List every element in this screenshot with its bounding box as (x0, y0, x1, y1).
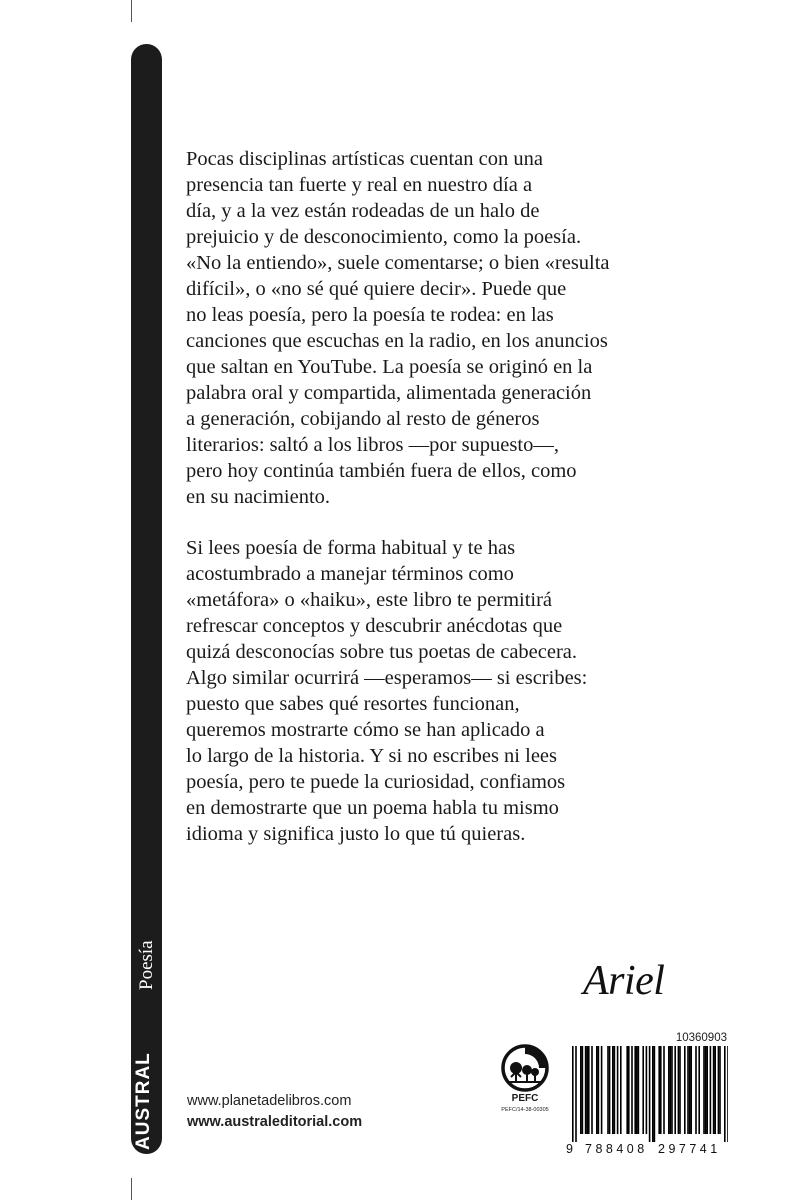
blurb-paragraph-1: Pocas disciplinas artísticas cuentan con una presencia tan fuerte y real en nuestro día a día, y a la vez están rodeadas de un halo de prejuicio y de desconocimiento, como la poesía. «No la entiendo», suele comentarse; o bien «resulta difícil», o «no sé qué quiere decir». Puede que no leas poesía, pero la poesía te rodea: en las canciones que escuchas en la radio, en los anuncios que saltan en YouTube. La poesía se originó en la palabra oral y compartida, alimentada generación a generación, cobijando al resto de géneros literarios: saltó a los libros —por supuesto—, pero hoy continúa también fuera de ellos, como en su nacimiento. (186, 148, 610, 508)
spine-collection-label: Poesía (136, 940, 157, 990)
barcode-bar (626, 1046, 628, 1134)
barcode-bar (636, 1046, 638, 1134)
back-cover-blurb (186, 146, 746, 847)
website-link-planeta[interactable]: www.planetadelibros.com (187, 1093, 352, 1109)
barcode-bar (614, 1046, 616, 1134)
isbn-barcode (566, 1046, 728, 1142)
barcode-bar (631, 1046, 633, 1134)
barcode-bar (658, 1046, 660, 1134)
barcode-bar (714, 1046, 716, 1134)
pefc-code: PEFC/14-38-00305 (501, 1107, 549, 1113)
barcode-bar (713, 1046, 715, 1134)
barcode-bar (620, 1046, 622, 1134)
barcode-bar (588, 1046, 590, 1134)
website-link-austral[interactable]: www.australeditorial.com (187, 1114, 363, 1130)
crop-mark-top (131, 0, 132, 22)
barcode-bar (678, 1046, 680, 1134)
barcode-bar (719, 1046, 721, 1134)
barcode-bar (598, 1046, 600, 1134)
barcode-bar (663, 1046, 665, 1134)
barcode-bar (582, 1046, 584, 1134)
barcode-bar (695, 1046, 697, 1134)
blurb-paragraph-2: Si lees poesía de forma habitual y te has acostumbrado a manejar términos como «metáfora» o «haiku», este libro te permitirá refrescar conceptos y descubrir anécdotas que quizá desconocías sobre tus poetas de cabecera. Algo similar ocurrirá —esperamos— si escribes: puesto que sabes qué resortes funcionan, queremos mostrarte cómo se han aplicado a lo largo de la historia. Y si no escribes ni lees poesía, pero te puede la curiosidad, confiamos en demostrarte que un poema habla tu mismo idioma y significa justo lo que tú quieras. (186, 537, 588, 845)
barcode-bar (572, 1046, 574, 1142)
barcode-bar (668, 1046, 670, 1134)
barcode-bar (710, 1046, 712, 1134)
barcode-bar (674, 1046, 676, 1134)
barcode-bar (642, 1046, 644, 1134)
barcode-bar (705, 1046, 707, 1134)
barcode-bar (612, 1046, 614, 1134)
barcode-bar (718, 1046, 720, 1134)
barcode-bar (670, 1046, 672, 1134)
reference-number: 10360903 (675, 1032, 727, 1044)
barcode-bar (654, 1046, 656, 1142)
website-list (187, 1093, 362, 1135)
barcode-bar (580, 1046, 582, 1134)
barcode-bar (617, 1046, 619, 1134)
barcode-bar (687, 1046, 689, 1134)
barcode-bar (628, 1046, 630, 1134)
barcode-bar (649, 1046, 651, 1142)
barcode-bar (596, 1046, 598, 1134)
barcode-bar (575, 1046, 577, 1142)
barcode-bar (690, 1046, 692, 1134)
barcode-bar (585, 1046, 587, 1134)
barcode-bar (671, 1046, 673, 1134)
barcode-bar (679, 1046, 681, 1134)
barcode-bar (607, 1046, 609, 1134)
barcode-bar (609, 1046, 611, 1134)
isbn-group-left: 788408 (585, 1142, 648, 1156)
barcode-bar (689, 1046, 691, 1134)
barcode-bar (638, 1046, 640, 1134)
barcode-bar (601, 1046, 603, 1134)
isbn-group-right: 297741 (658, 1142, 721, 1156)
barcode-bar (727, 1046, 728, 1142)
barcode-bar (724, 1046, 726, 1142)
barcode-bar (646, 1046, 648, 1134)
pefc-label: PEFC (511, 1093, 539, 1104)
barcode-bar (660, 1046, 662, 1134)
barcode-bar (586, 1046, 588, 1134)
isbn-prefix: 9 (566, 1142, 573, 1156)
barcode-bar (591, 1046, 593, 1134)
barcode-bar (703, 1046, 705, 1134)
barcode-bar (706, 1046, 708, 1134)
barcode-bar (684, 1046, 686, 1134)
barcode-bar (652, 1046, 654, 1142)
crop-mark-bottom (131, 1178, 132, 1200)
spine-brand-label: AUSTRAL (133, 1052, 154, 1150)
barcode-bar (634, 1046, 636, 1134)
publisher-logo: Ariel (583, 958, 665, 1004)
barcode-bar (698, 1046, 700, 1134)
